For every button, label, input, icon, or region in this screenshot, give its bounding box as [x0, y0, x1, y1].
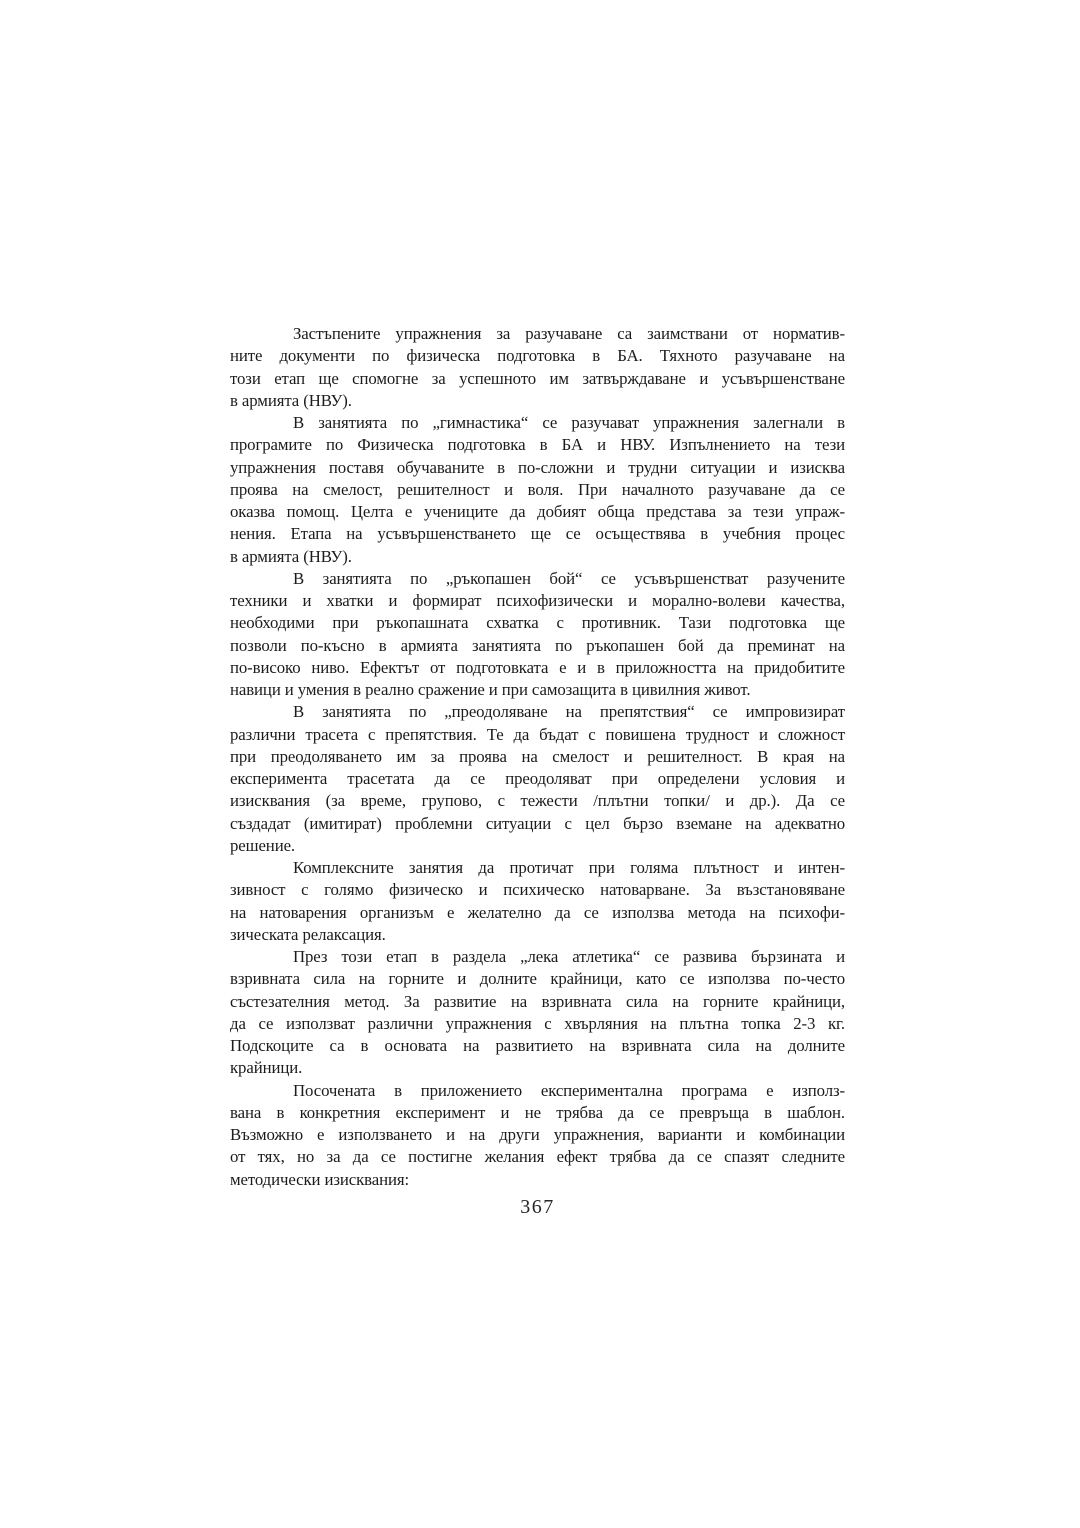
- text-line: ните документи по физическа подготовка в БА. Тяхното разучаване на: [230, 346, 845, 366]
- text-line: нения. Етапа на усъвършенстването ще се осъществява в учебния процес: [230, 524, 845, 544]
- text-line: В занятията по „гимнастика“ се разучават упражнения залегнали в: [293, 413, 845, 432]
- text-line: техники и хватки и формират психофизически и морално-волеви качества,: [230, 591, 845, 610]
- text-block: [230, 323, 845, 1191]
- text-line: изисквания (за време, групово, с тежести /плътни топки/ и др.). Да се: [230, 791, 845, 811]
- paragraph: [230, 323, 845, 412]
- text-line: създадат (имитират) проблемни ситуации с цел бързо вземане на адекватно: [230, 813, 845, 833]
- paragraph: [230, 946, 845, 1080]
- text-line: различни трасета с препятствия. Те да бъдат с повишена трудност и сложност: [230, 724, 845, 744]
- text-line: Посочената в приложението експериментална програма е използ-: [293, 1080, 845, 1100]
- text-line: експеримента трасетата да се преодоляват при определени условия и: [230, 769, 845, 788]
- text-line: вана в конкретния експеримент и не трябва да се превръща в шаблон.: [230, 1102, 845, 1122]
- text-line: решение.: [230, 835, 296, 855]
- text-line: В занятията по „ръкопашен бой“ се усъвършенстват разучените: [293, 568, 845, 588]
- paragraph: [230, 1080, 845, 1191]
- text-line: зивност с голямо физическо и психическо натоварване. За възстановяване: [230, 880, 845, 900]
- text-line: при преодоляването им за проява на смелост и решителност. В края на: [230, 746, 845, 766]
- text-line: навици и умения в реално сражение и при самозащита в цивилния живот.: [230, 680, 751, 699]
- text-line: от тях, но за да се постигне желания ефект трябва да се спазят следните: [230, 1147, 845, 1167]
- text-line: на натоварения организъм е желателно да се използва метода на психофи-: [230, 902, 845, 922]
- text-line: В занятията по „преодоляване на препятствия“ се импровизират: [293, 702, 845, 722]
- paragraph: [230, 568, 845, 702]
- text-line: по-високо ниво. Ефектът от подготовката е и в приложността на придобитите: [230, 657, 845, 677]
- text-line: програмите по Физическа подготовка в БА и НВУ. Изпълнението на тези: [230, 435, 845, 455]
- text-line: взривната сила на горните и долните крайници, като се използва по-често: [230, 969, 845, 989]
- text-line: През този етап в раздела „лека атлетика“ се развива бързината и: [293, 947, 845, 966]
- paragraph: [230, 857, 845, 946]
- paragraph: [230, 412, 845, 568]
- text-line: в армията (НВУ).: [230, 546, 352, 566]
- paragraph: [230, 701, 845, 857]
- text-line: състезателния метод. За развитие на взривната сила на горните крайници,: [230, 991, 845, 1011]
- text-line: оказва помощ. Целта е учениците да добият обща представа за тези упраж-: [230, 502, 845, 521]
- text-line: Подскоците са в основата на развитието на взривната сила на долните: [230, 1036, 845, 1055]
- text-line: упражнения поставя обучаваните в по-сложни и трудни ситуации и изисква: [230, 457, 845, 477]
- text-line: проява на смелост, решителност и воля. При началното разучаване да се: [230, 479, 845, 499]
- text-line: методически изисквания:: [230, 1169, 410, 1189]
- text-line: Комплексните занятия да протичат при голяма плътност и интен-: [293, 858, 845, 877]
- text-line: зическата релаксация.: [230, 924, 386, 944]
- text-line: да се използват различни упражнения с хвърляния на плътна топка 2-3 кг.: [230, 1013, 845, 1033]
- text-line: Застъпените упражнения за разучаване са заимствани от норматив-: [293, 324, 845, 343]
- text-line: крайници.: [230, 1058, 303, 1078]
- page-number: 367: [520, 1196, 555, 1218]
- text-line: Възможно е използването и на други упражнения, варианти и комбинации: [230, 1125, 845, 1144]
- text-line: позволи по-късно в армията занятията по ръкопашен бой да преминат на: [230, 635, 845, 655]
- text-line: този етап ще спомогне за успешното им затвърждаване и усъвършенстване: [230, 368, 845, 388]
- text-line: необходими при ръкопашната схватка с противник. Тази подготовка ще: [230, 613, 845, 633]
- text-line: в армията (НВУ).: [230, 390, 352, 410]
